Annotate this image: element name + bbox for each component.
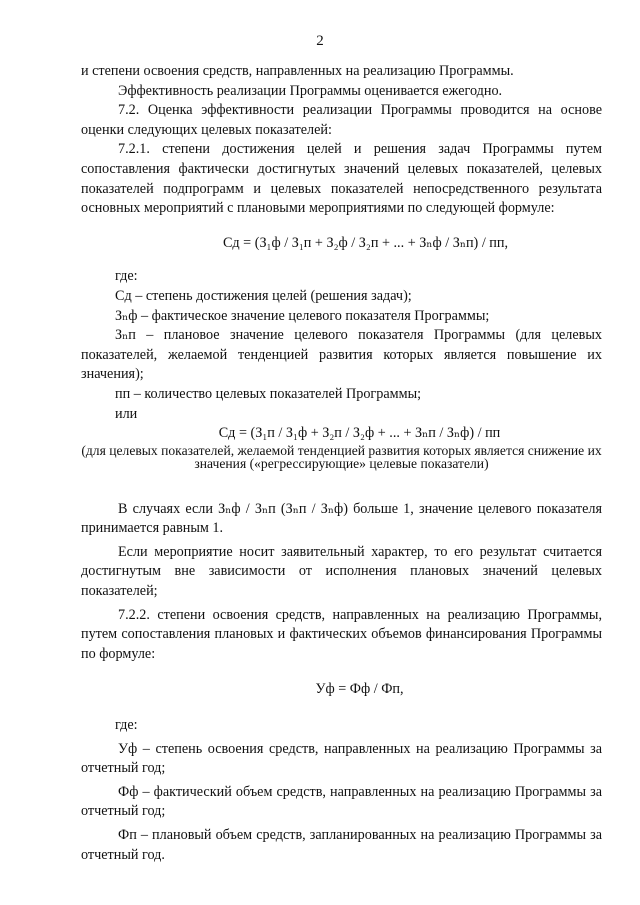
definition: Зₙф – фактическое значение целевого показателя Программы; <box>115 307 490 324</box>
where-label: где: <box>115 717 138 734</box>
definition: Сд – степень достижения целей (решения задач); <box>115 287 412 304</box>
paragraph: Если мероприятие носит заявительный характер, то его результат считается достигнутым вне зависимости от исполнения плановых значений целевых показателей; <box>81 543 602 600</box>
paragraph: 7.2. Оценка эффективности реализации Программы проводится на основе оценки следующих целевых показателей: <box>81 102 602 138</box>
definition: Уф – степень освоения средств, направленных на реализацию Программы за отчетный год; <box>81 740 602 777</box>
or-label: или <box>115 405 138 422</box>
paragraph: 7.2.1. степени достижения целей и решения задач Программы путем сопоставления фактически достигнутых значений целевых показателей, целевых показателей подпрограмм и целевых показателей непосредственного результата основных мероприятий с плановыми мероприятиями по следующей формуле: <box>81 141 602 217</box>
page-content <box>81 62 602 865</box>
paragraph: и степени освоения средств, направленных на реализацию Программы. <box>81 63 514 79</box>
definition: Фп – плановый объем средств, запланированных на реализацию Программы за отчетный год. <box>81 827 602 863</box>
definition: пп – количество целевых показателей Программы; <box>115 385 422 402</box>
definition: Зₙп – плановое значение целевого показателя Программы (для целевых показателей, желаемой тенденцией развития которых является повышение их значения); <box>81 327 602 383</box>
formula-achievement: Сд = (З₁ф / З₁п + З₂ф / З₂п + ... + Зₙф / Зₙп) / пп, <box>222 234 509 251</box>
paragraph: 7.2.2. степени освоения средств, направленных на реализацию Программы, путем сопоставления плановых и фактических объемов финансирования Программы по формуле: <box>81 606 602 662</box>
definition: Фф – фактический объем средств, направленных на реализацию Программы за отчетный год; <box>81 783 602 820</box>
paragraph: В случаях если Зₙф / Зₙп (Зₙп / Зₙф) больше 1, значение целевого показателя принимается равным 1. <box>81 500 602 537</box>
formula-achievement-regressive: Сд = (З₁п / З₁ф + З₂п / З₂ф + ... + Зₙп / Зₙф) / пп <box>218 425 501 442</box>
where-label: где: <box>115 268 138 285</box>
formula-note: (для целевых показателей, желаемой тенденцией развития которых является снижение их значения («регрессирующие» целевые показатели) <box>81 442 602 471</box>
formula-funds: Уф = Фф / Фп, <box>315 681 404 698</box>
paragraph: Эффективность реализации Программы оценивается ежегодно. <box>118 82 503 99</box>
page-number: 2 <box>316 33 324 49</box>
